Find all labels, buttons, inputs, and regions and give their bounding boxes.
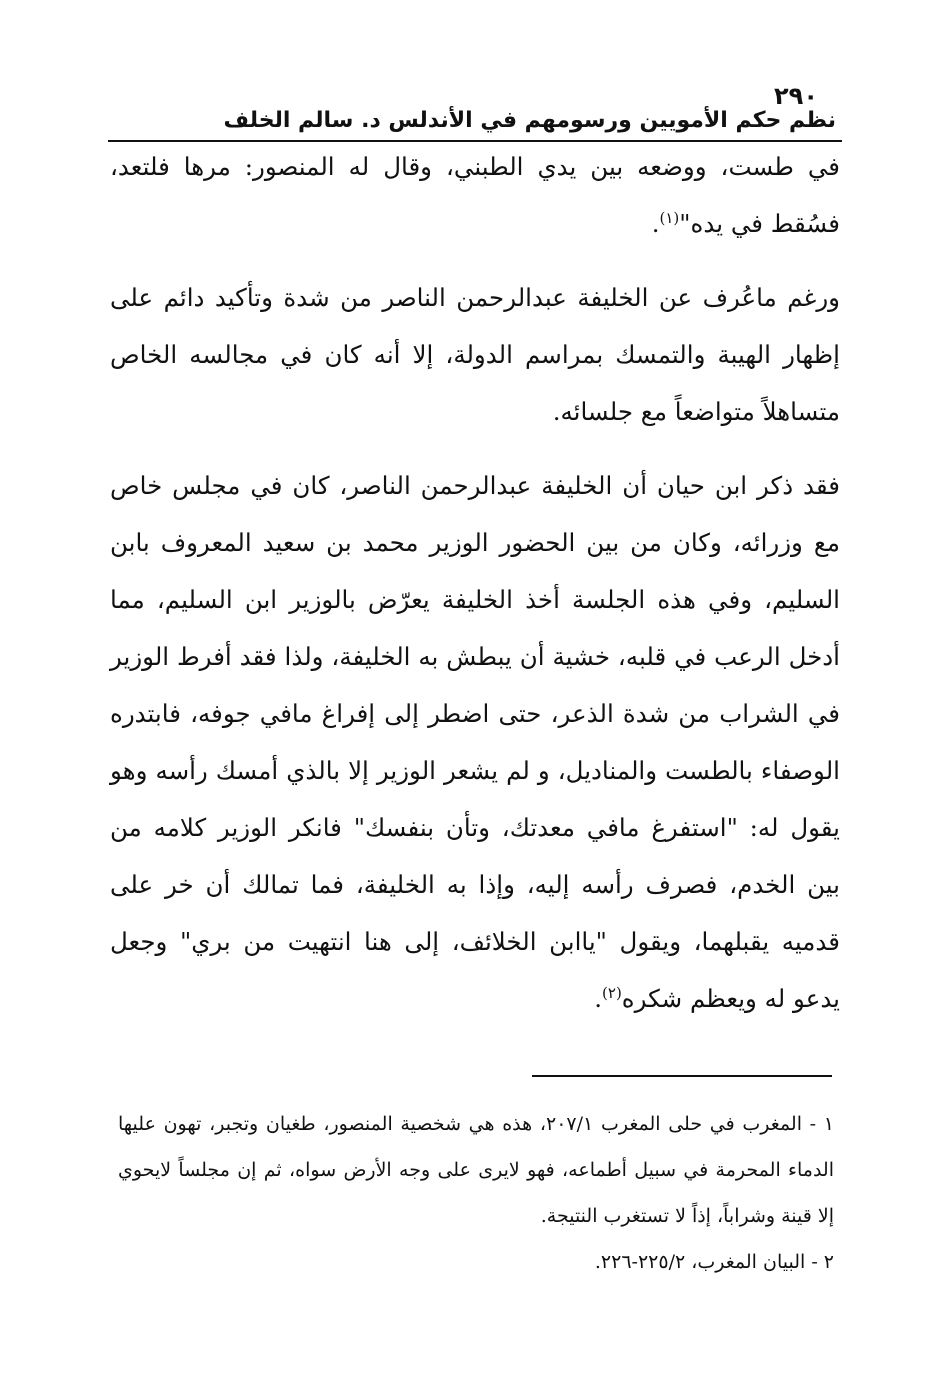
footnote: ٢ - البيان المغرب، ٢٢٥/٢-٢٢٦. — [594, 1251, 834, 1273]
running-header: نظم حكم الأمويين ورسومهم في الأندلس د. سالم الخلف — [223, 108, 836, 133]
paragraph-text: في طست، ووضعه بين يدي الطبني، وقال له المنصور: مرها فلتعد، فسُقط في يده" — [110, 152, 840, 238]
paragraph-tail: . — [651, 209, 660, 238]
footnotes — [118, 1101, 834, 1285]
paragraph-tail: . — [594, 984, 603, 1013]
paragraph — [110, 269, 840, 440]
paragraph-text: فقد ذكر ابن حيان أن الخليفة عبدالرحمن الناصر، كان في مجلس خاص مع وزرائه، وكان من بين الحضور الوزير محمد بن سعيد المعروف بابن السليم، وفي هذه الجلسة أخذ الخليفة يعرّض بالوزير ابن السليم، مما أدخل الرعب في قلبه، خشية أن يبطش به الخليفة، ولذا فقد أفرط الوزير في الشراب من شدة الذعر، حتى اضطر إلى إفراغ مافي جوفه، فابتدره الوصفاء بالطست والمناديل، و لم يشعر الوزير إلا بالذي أمسك رأسه وهو يقول له: "استفرغ مافي معدتك، وتأن بنفسك" فانكر الوزير كلامه من بين الخدم، فصرف رأسه إليه، وإذا به الخليفة، فما تمالك أن خر على قدميه يقبلهما، ويقول "ياابن الخلائف، إلى هنا انتهيت من بري" وجعل يدعو له ويعظم شكره — [110, 471, 840, 1013]
paragraph — [110, 457, 840, 1027]
footnote-separator — [532, 1075, 832, 1077]
paragraph-text: ورغم ماعُرف عن الخليفة عبدالرحمن الناصر من شدة وتأكيد دائم على إظهار الهيبة والتمسك بمراسم الدولة، إلا أنه كان في مجالسه الخاص متساهلاً متواضعاً مع جلسائه. — [110, 283, 840, 426]
paragraph — [110, 138, 840, 252]
page-number: ٢٩٠ — [774, 82, 818, 110]
footnote-reference: (٢) — [602, 983, 622, 1002]
main-text — [110, 138, 840, 1027]
footnote-reference: (١) — [659, 208, 680, 227]
footnote: ١ - المغرب في حلى المغرب ٢٠٧/١، هذه هي شخصية المنصور، طغيان وتجبر، تهون عليها الدماء المحرمة في سبيل أطماعه، فهو لايرى على وجه الأرض سواه، ثم إن مجلساً لايحوي إلا قينة وشراباً، إذاً لا تستغرب النتيجة. — [118, 1113, 835, 1227]
